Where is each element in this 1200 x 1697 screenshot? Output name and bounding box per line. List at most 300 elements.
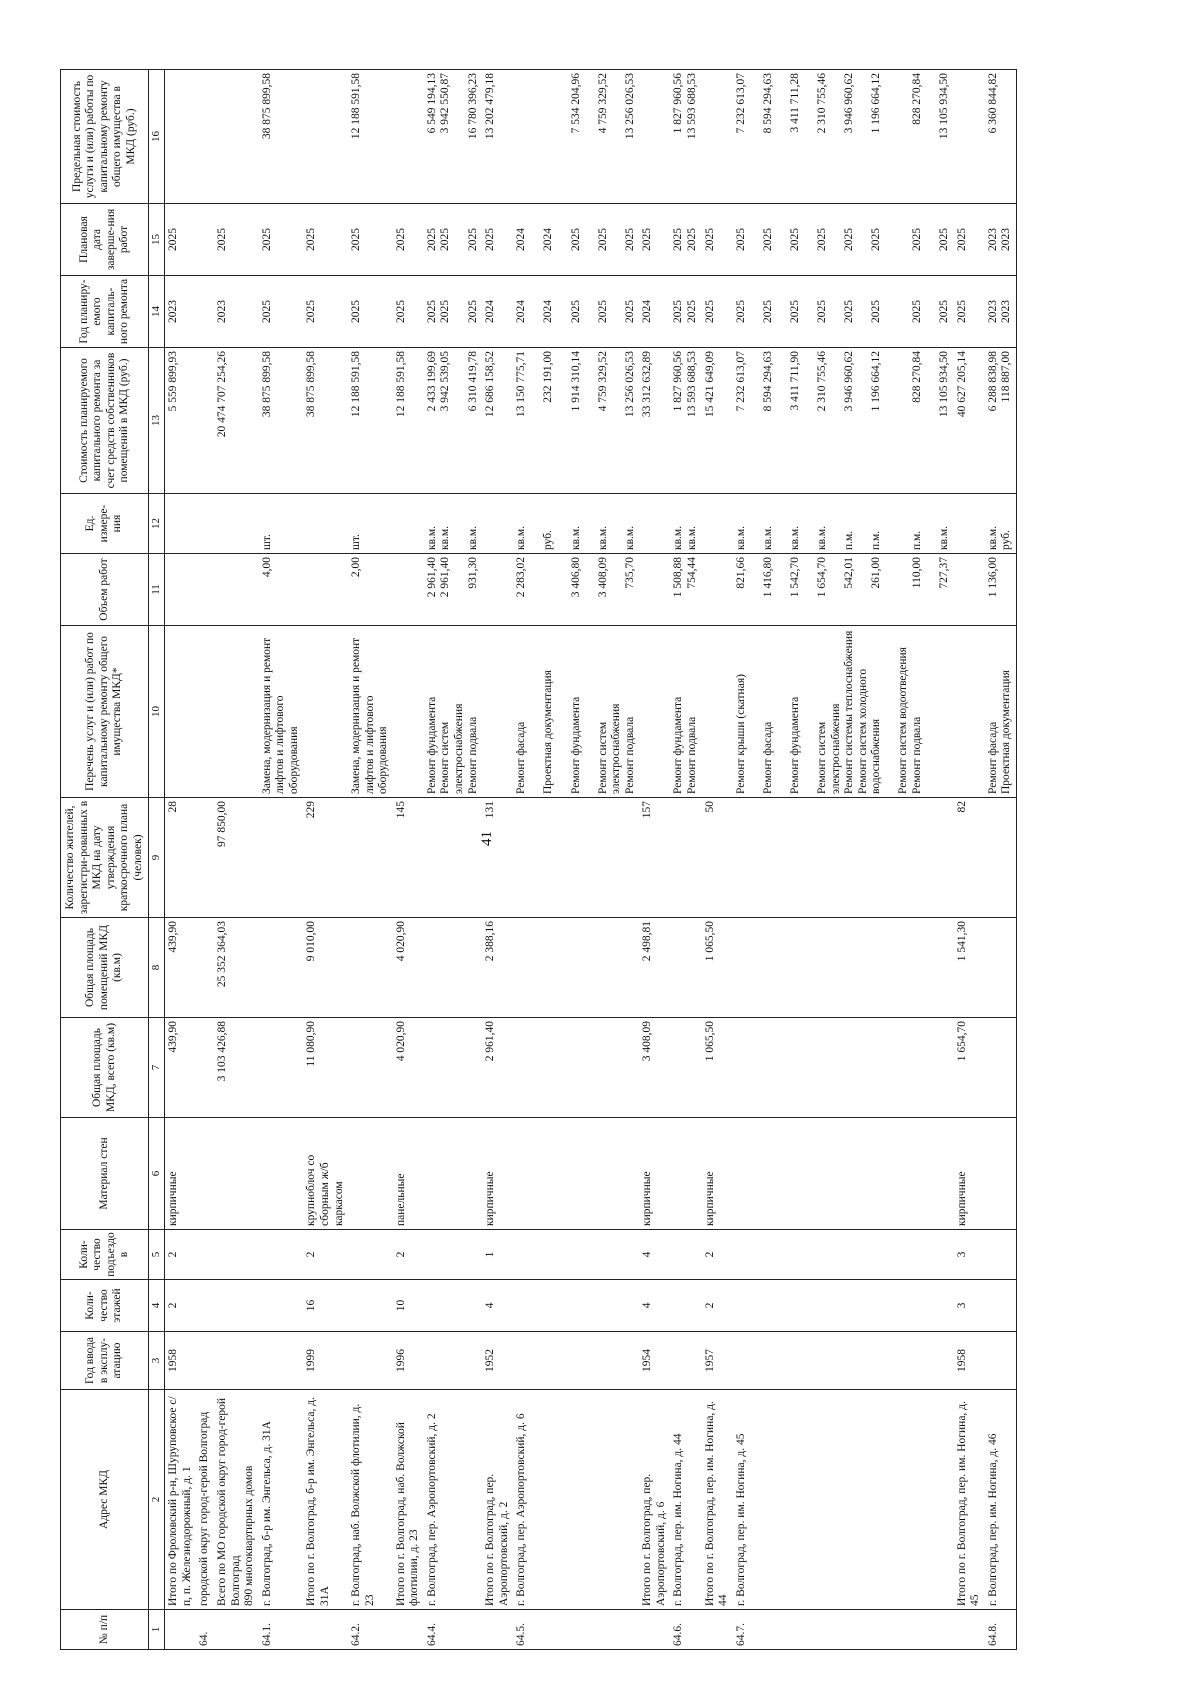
residents-cell [259, 798, 304, 918]
header-row [61, 70, 149, 1650]
completion-date-cell: 2025 [303, 204, 348, 276]
entrances-cell [259, 1230, 304, 1280]
unit-cell [639, 494, 670, 554]
row-number-cell [702, 1610, 733, 1650]
repair-year-cell: 2023 [214, 276, 259, 348]
row-number-cell: 64.2. [348, 1610, 393, 1650]
header-cell: Год ввода в эксплу-атацию [61, 1332, 149, 1390]
entrances-cell [348, 1230, 393, 1280]
header-cell: Перечень услуг и (или) работ по капитальному ремонту общего имущества МКД* [61, 626, 149, 798]
completion-date-cell: 2025 [702, 204, 733, 276]
column-number: 10 [149, 626, 165, 798]
max-cost-cell: 7 534 204,96 4 759 329,52 13 256 026,53 [513, 70, 639, 204]
table-row [639, 70, 670, 1650]
residents-cell: 82 [954, 798, 985, 918]
table-row [513, 70, 639, 1650]
repair-year-cell: 2025 [393, 276, 424, 348]
entrances-cell: 3 [954, 1230, 985, 1280]
unit-cell: кв.м. руб. [985, 494, 1017, 554]
total-area-cell [259, 1018, 304, 1118]
entrances-cell [513, 1230, 639, 1280]
header-cell: Коли-чество этажей [61, 1280, 149, 1332]
completion-date-cell: 2025 [165, 204, 197, 276]
year-built-cell [214, 1332, 259, 1390]
work-volume-cell: 2,00 [348, 554, 393, 626]
unit-cell [303, 494, 348, 554]
total-area-cell [513, 1018, 639, 1118]
wall-material-cell [259, 1118, 304, 1230]
work-volume-cell [954, 554, 985, 626]
entrances-cell: 2 [165, 1230, 197, 1280]
residents-cell [348, 798, 393, 918]
table-row [214, 70, 259, 1650]
floors-cell [348, 1280, 393, 1332]
floors-cell [214, 1280, 259, 1332]
repair-plan-table [60, 69, 1017, 1650]
works-list-cell [702, 626, 733, 798]
wall-material-cell: кирпичные [165, 1118, 197, 1230]
planned-cost-cell: 20 474 707 254,26 [214, 348, 259, 494]
work-volume-cell: 821,66 1 416,80 1 542,70 1 654,70 542,01 261,00 110,00 727,37 [733, 554, 954, 626]
work-volume-cell [482, 554, 513, 626]
year-built-cell [513, 1332, 639, 1390]
premises-area-cell [985, 918, 1017, 1018]
work-volume-cell: 1 136,00 [985, 554, 1017, 626]
entrances-cell [214, 1230, 259, 1280]
planned-cost-cell: 38 875 899,58 [259, 348, 304, 494]
premises-area-cell [733, 918, 954, 1018]
works-list-cell: Ремонт фасада Проектная документация Ремонт фундамента Ремонт систем электроснабжения Ремонт подвала [513, 626, 639, 798]
floors-cell: 16 [303, 1280, 348, 1332]
year-built-cell [670, 1332, 701, 1390]
column-number: 1 [149, 1610, 165, 1650]
residents-cell: 97 850,00 [214, 798, 259, 918]
planned-cost-cell: 1 827 960,56 13 593 688,53 [670, 348, 701, 494]
total-area-cell [733, 1018, 954, 1118]
total-area-cell: 3 408,09 [639, 1018, 670, 1118]
max-cost-cell [954, 70, 985, 204]
entrances-cell: 2 [702, 1230, 733, 1280]
total-area-cell: 11 080,90 [303, 1018, 348, 1118]
wall-material-cell: панельные [393, 1118, 424, 1230]
planned-cost-cell: 12 188 591,58 [393, 348, 424, 494]
premises-area-cell: 9 010,00 [303, 918, 348, 1018]
year-built-cell [348, 1332, 393, 1390]
column-number: 6 [149, 1118, 165, 1230]
unit-cell: шт. [259, 494, 304, 554]
row-number-cell [393, 1610, 424, 1650]
address-cell: Всего по МО городской округ город-герой Волгоград 890 многоквартирных домов [214, 1390, 259, 1610]
works-list-cell [303, 626, 348, 798]
completion-date-cell: 2023 2023 [985, 204, 1017, 276]
column-number: 11 [149, 554, 165, 626]
planned-cost-cell: 12 686 158,52 [482, 348, 513, 494]
header-cell: Стоимость планируемого капитального ремонта за счет средств собственников помещений в МКД (руб.) [61, 348, 149, 494]
row-number-cell [639, 1610, 670, 1650]
unit-cell [482, 494, 513, 554]
wall-material-cell [733, 1118, 954, 1230]
completion-date-cell: 2025 [214, 204, 259, 276]
address-cell: Итого по г. Волгоград, пер. им. Ногина, д. 44 [702, 1390, 733, 1610]
wall-material-cell [670, 1118, 701, 1230]
premises-area-cell [670, 918, 701, 1018]
floors-cell: 3 [954, 1280, 985, 1332]
floors-cell: 2 [702, 1280, 733, 1332]
completion-date-cell: 2025 2025 2025 [424, 204, 482, 276]
header-cell: Объем работ [61, 554, 149, 626]
completion-date-cell: 2025 [393, 204, 424, 276]
header-cell: Общая площадь МКД, всего (кв.м) [61, 1018, 149, 1118]
total-area-cell [424, 1018, 482, 1118]
column-number: 2 [149, 1390, 165, 1610]
residents-cell: 229 [303, 798, 348, 918]
max-cost-cell: 1 827 960,56 13 593 688,53 [670, 70, 701, 204]
completion-date-cell: 2025 2025 2025 2025 2025 2025 2025 2025 [733, 204, 954, 276]
residents-cell [670, 798, 701, 918]
floors-cell [733, 1280, 954, 1332]
completion-date-cell: 2025 [482, 204, 513, 276]
header-cell: Предельная стоимость услуги и (или) работы по капитальному ремонту общего имущества в МКД (руб.) [61, 70, 149, 204]
header-cell: Материал стен [61, 1118, 149, 1230]
work-volume-cell: 2 961,40 2 961,40 931,30 [424, 554, 482, 626]
year-built-cell [259, 1332, 304, 1390]
work-volume-cell [303, 554, 348, 626]
residents-cell [985, 798, 1017, 918]
column-number: 13 [149, 348, 165, 494]
premises-area-cell: 2 388,16 [482, 918, 513, 1018]
premises-area-cell: 439,90 [165, 918, 197, 1018]
premises-area-cell [259, 918, 304, 1018]
wall-material-cell: кирпичные [702, 1118, 733, 1230]
premises-area-cell [424, 918, 482, 1018]
entrances-cell [196, 1230, 214, 1280]
entrances-cell: 2 [393, 1230, 424, 1280]
address-cell: г. Волгоград, пер. им. Ногина, д. 44 [670, 1390, 701, 1610]
planned-cost-cell: 7 232 613,07 8 594 294,63 3 411 711,90 2 310 755,46 3 946 960,62 1 196 664,12 828 270,84 13 105 934,50 [733, 348, 954, 494]
row-number-cell: 64. [196, 1610, 214, 1650]
address-cell: Итого по Фроловский р-н, Шуруповское с/п, п. Железнодорожный, д. 1 [165, 1390, 197, 1610]
column-number: 7 [149, 1018, 165, 1118]
unit-cell [702, 494, 733, 554]
repair-year-cell: 2025 [259, 276, 304, 348]
unit-cell [393, 494, 424, 554]
header-cell: Ед. измере-ния [61, 494, 149, 554]
table-row [165, 70, 197, 1650]
row-number-cell: 64.8. [985, 1610, 1017, 1650]
address-cell: Итого по г. Волгоград, наб. Волжской флотилии, д. 23 [393, 1390, 424, 1610]
works-list-cell [482, 626, 513, 798]
max-cost-cell: 6 549 194,13 3 942 550,87 16 780 396,23 [424, 70, 482, 204]
table-row [733, 70, 954, 1650]
works-list-cell [639, 626, 670, 798]
header-cell: Адрес МКД [61, 1390, 149, 1610]
row-number-cell [303, 1610, 348, 1650]
works-list-cell: Замена, модернизация и ремонт лифтов и лифтового оборудования [259, 626, 304, 798]
header-cell: Плановая дата заверше-ния работ [61, 204, 149, 276]
repair-year-cell: 2025 [954, 276, 985, 348]
wall-material-cell: кирпичные [954, 1118, 985, 1230]
repair-year-cell: 2025 [303, 276, 348, 348]
works-list-cell [954, 626, 985, 798]
work-volume-cell [196, 554, 214, 626]
address-cell: г. Волгоград, наб. Волжской флотилии, д. 23 [348, 1390, 393, 1610]
work-volume-cell [393, 554, 424, 626]
column-number: 5 [149, 1230, 165, 1280]
repair-year-cell: 2025 2025 2025 2025 2025 2025 2025 2025 [733, 276, 954, 348]
floors-cell: 2 [165, 1280, 197, 1332]
work-volume-cell [639, 554, 670, 626]
unit-cell [214, 494, 259, 554]
wall-material-cell [424, 1118, 482, 1230]
floors-cell [513, 1280, 639, 1332]
work-volume-cell: 4,00 [259, 554, 304, 626]
premises-area-cell: 1 541,30 [954, 918, 985, 1018]
completion-date-cell: 2025 2025 [670, 204, 701, 276]
total-area-cell: 439,90 [165, 1018, 197, 1118]
unit-cell [165, 494, 197, 554]
work-volume-cell [214, 554, 259, 626]
wall-material-cell [985, 1118, 1017, 1230]
planned-cost-cell: 15 421 649,09 [702, 348, 733, 494]
repair-year-cell: 2025 [348, 276, 393, 348]
wall-material-cell: кирпичные [482, 1118, 513, 1230]
premises-area-cell: 1 065,50 [702, 918, 733, 1018]
repair-year-cell: 2024 [482, 276, 513, 348]
planned-cost-cell: 2 433 199,69 3 942 539,05 6 310 419,78 [424, 348, 482, 494]
repair-year-cell: 2025 [702, 276, 733, 348]
total-area-cell [196, 1018, 214, 1118]
completion-date-cell: 2024 2024 2025 2025 2025 [513, 204, 639, 276]
table-row [393, 70, 424, 1650]
year-built-cell [196, 1332, 214, 1390]
table-row [482, 70, 513, 1650]
works-list-cell: Ремонт фундамента Ремонт подвала [670, 626, 701, 798]
max-cost-cell [214, 70, 259, 204]
address-cell: г. Волгоград, б-р им. Энгельса, д. 31А [259, 1390, 304, 1610]
year-built-cell: 1958 [165, 1332, 197, 1390]
premises-area-cell: 4 020,90 [393, 918, 424, 1018]
address-cell: Итого по г. Волгоград, б-р им. Энгельса, д. 31А [303, 1390, 348, 1610]
header-cell: Количество жителей, зарегистри-рованных в МКД на дату утверждения краткосрочного плана (человек) [61, 798, 149, 918]
page-number: 41 [479, 831, 495, 846]
unit-cell [196, 494, 214, 554]
year-built-cell: 1999 [303, 1332, 348, 1390]
row-number-cell [954, 1610, 985, 1650]
unit-cell: шт. [348, 494, 393, 554]
year-built-cell [985, 1332, 1017, 1390]
total-area-cell: 1 654,70 [954, 1018, 985, 1118]
column-number: 4 [149, 1280, 165, 1332]
works-list-cell: Ремонт крыши (скатная) Ремонт фасада Ремонт фундамента Ремонт систем электроснабжения Ремонт системы теплоснабжения Ремонт систем холодного водоснабжения Ремонт систем водоотведения Ремонт подвала [733, 626, 954, 798]
planned-cost-cell: 6 288 838,98 118 887,00 [985, 348, 1017, 494]
address-cell: г. Волгоград, пер. Аэропортовский, д. 6 [513, 1390, 639, 1610]
residents-cell [733, 798, 954, 918]
floors-cell [196, 1280, 214, 1332]
wall-material-cell [348, 1118, 393, 1230]
residents-cell: 50 [702, 798, 733, 918]
floors-cell: 4 [639, 1280, 670, 1332]
year-built-cell: 1952 [482, 1332, 513, 1390]
column-number: 15 [149, 204, 165, 276]
planned-cost-cell: 40 627 205,14 [954, 348, 985, 494]
wall-material-cell [513, 1118, 639, 1230]
entrances-cell [733, 1230, 954, 1280]
year-built-cell: 1996 [393, 1332, 424, 1390]
completion-date-cell: 2025 [259, 204, 304, 276]
total-area-cell: 4 020,90 [393, 1018, 424, 1118]
address-cell: Итого по г. Волгоград, пер. Аэропортовский, д. 6 [639, 1390, 670, 1610]
table-row [954, 70, 985, 1650]
year-built-cell: 1957 [702, 1332, 733, 1390]
residents-cell: 131 [482, 798, 513, 918]
residents-cell: 145 [393, 798, 424, 918]
max-cost-cell: 12 188 591,58 [348, 70, 393, 204]
unit-cell: кв.м. кв.м. кв.м. [424, 494, 482, 554]
column-number: 16 [149, 70, 165, 204]
planned-cost-cell: 5 559 899,93 [165, 348, 197, 494]
floors-cell [985, 1280, 1017, 1332]
premises-area-cell: 2 498,81 [639, 918, 670, 1018]
table-row [196, 70, 214, 1650]
max-cost-cell: 38 875 899,58 [259, 70, 304, 204]
address-cell: г. Волгоград, пер. Аэропортовский, д. 2 [424, 1390, 482, 1610]
works-list-cell [196, 626, 214, 798]
entrances-cell: 2 [303, 1230, 348, 1280]
planned-cost-cell: 12 188 591,58 [348, 348, 393, 494]
row-number-cell: 64.1. [259, 1610, 304, 1650]
repair-year-cell: 2024 2024 2025 2025 2025 [513, 276, 639, 348]
row-number-cell: 64.7. [733, 1610, 954, 1650]
entrances-cell [985, 1230, 1017, 1280]
address-cell: Итого по г. Волгоград, пер. им. Ногина, д. 45 [954, 1390, 985, 1610]
year-built-cell: 1958 [954, 1332, 985, 1390]
max-cost-cell: 7 232 613,07 8 594 294,63 3 411 711,28 2 310 755,46 3 946 960,62 1 196 664,12 828 270,84 13 105 934,50 [733, 70, 954, 204]
year-built-cell [424, 1332, 482, 1390]
row-number-cell: 64.5. [513, 1610, 639, 1650]
floors-cell [670, 1280, 701, 1332]
header-cell: Общая площадь помещений МКД (кв.м) [61, 918, 149, 1018]
repair-year-cell [196, 276, 214, 348]
premises-area-cell [196, 918, 214, 1018]
max-cost-cell [393, 70, 424, 204]
entrances-cell: 1 [482, 1230, 513, 1280]
floors-cell [424, 1280, 482, 1332]
total-area-cell [670, 1018, 701, 1118]
entrances-cell [424, 1230, 482, 1280]
completion-date-cell: 2025 [639, 204, 670, 276]
residents-cell [513, 798, 639, 918]
row-number-cell [482, 1610, 513, 1650]
table-row [670, 70, 701, 1650]
planned-cost-cell: 33 312 632,89 [639, 348, 670, 494]
residents-cell [424, 798, 482, 918]
total-area-cell [348, 1018, 393, 1118]
max-cost-cell [702, 70, 733, 204]
residents-cell: 28 [165, 798, 197, 918]
completion-date-cell: 2025 [348, 204, 393, 276]
table-row [424, 70, 482, 1650]
residents-cell [196, 798, 214, 918]
works-list-cell [214, 626, 259, 798]
table-row [348, 70, 393, 1650]
wall-material-cell [196, 1118, 214, 1230]
total-area-cell: 1 065,50 [702, 1018, 733, 1118]
completion-date-cell [196, 204, 214, 276]
max-cost-cell [639, 70, 670, 204]
works-list-cell: Ремонт фасада Проектная документация [985, 626, 1017, 798]
planned-cost-cell: 38 875 899,58 [303, 348, 348, 494]
repair-year-cell: 2023 2023 [985, 276, 1017, 348]
work-volume-cell [165, 554, 197, 626]
year-built-cell [733, 1332, 954, 1390]
repair-year-cell: 2024 [639, 276, 670, 348]
planned-cost-cell: 13 150 775,71 232 191,00 1 914 310,14 4 759 329,52 13 256 026,53 [513, 348, 639, 494]
works-list-cell: Ремонт фундамента Ремонт систем электроснабжения Ремонт подвала [424, 626, 482, 798]
unit-cell: кв.м. кв.м. [670, 494, 701, 554]
column-number: 12 [149, 494, 165, 554]
work-volume-cell [702, 554, 733, 626]
max-cost-cell [196, 70, 214, 204]
table-row [985, 70, 1017, 1650]
table-body [165, 70, 1017, 1650]
total-area-cell: 2 961,40 [482, 1018, 513, 1118]
max-cost-cell: 6 360 844,82 [985, 70, 1017, 204]
unit-cell: кв.м. кв.м. кв.м. кв.м. п.м. п.м. п.м. кв.м. [733, 494, 954, 554]
residents-cell: 157 [639, 798, 670, 918]
wall-material-cell: кирпичные [639, 1118, 670, 1230]
floors-cell: 10 [393, 1280, 424, 1332]
premises-area-cell [348, 918, 393, 1018]
works-list-cell [393, 626, 424, 798]
entrances-cell: 4 [639, 1230, 670, 1280]
row-number-cell: 64.4. [424, 1610, 482, 1650]
row-number-cell: 64.6. [670, 1610, 701, 1650]
floors-cell [259, 1280, 304, 1332]
repair-year-cell: 2025 2025 [670, 276, 701, 348]
row-number-cell [165, 1610, 197, 1650]
unit-cell [954, 494, 985, 554]
wall-material-cell [214, 1118, 259, 1230]
total-area-cell [985, 1018, 1017, 1118]
rotated-table-wrapper [60, 70, 1140, 1650]
address-cell: городской округ город-герой Волгоград [196, 1390, 214, 1610]
max-cost-cell: 13 202 479,18 [482, 70, 513, 204]
premises-area-cell: 25 352 364,03 [214, 918, 259, 1018]
repair-year-cell: 2023 [165, 276, 197, 348]
max-cost-cell [303, 70, 348, 204]
premises-area-cell [513, 918, 639, 1018]
entrances-cell [670, 1230, 701, 1280]
address-cell: г. Волгоград, пер. им. Ногина, д. 45 [733, 1390, 954, 1610]
column-number: 9 [149, 798, 165, 918]
table-row [702, 70, 733, 1650]
year-built-cell: 1954 [639, 1332, 670, 1390]
table-row [303, 70, 348, 1650]
header-cell: Коли-чество подъездо в [61, 1230, 149, 1280]
address-cell: Итого по г. Волгоград, пер. Аэропортовский, д. 2 [482, 1390, 513, 1610]
column-number: 14 [149, 276, 165, 348]
table-row [259, 70, 304, 1650]
column-number-row [149, 70, 165, 1650]
work-volume-cell: 1 508,88 754,44 [670, 554, 701, 626]
planned-cost-cell [196, 348, 214, 494]
works-list-cell: Замена, модернизация и ремонт лифтов и лифтового оборудования [348, 626, 393, 798]
completion-date-cell: 2025 [954, 204, 985, 276]
work-volume-cell: 2 283,02 3 406,80 3 408,09 735,70 [513, 554, 639, 626]
wall-material-cell: крупноблоч со сборным ж/б каркасом [303, 1118, 348, 1230]
floors-cell: 4 [482, 1280, 513, 1332]
column-number: 3 [149, 1332, 165, 1390]
